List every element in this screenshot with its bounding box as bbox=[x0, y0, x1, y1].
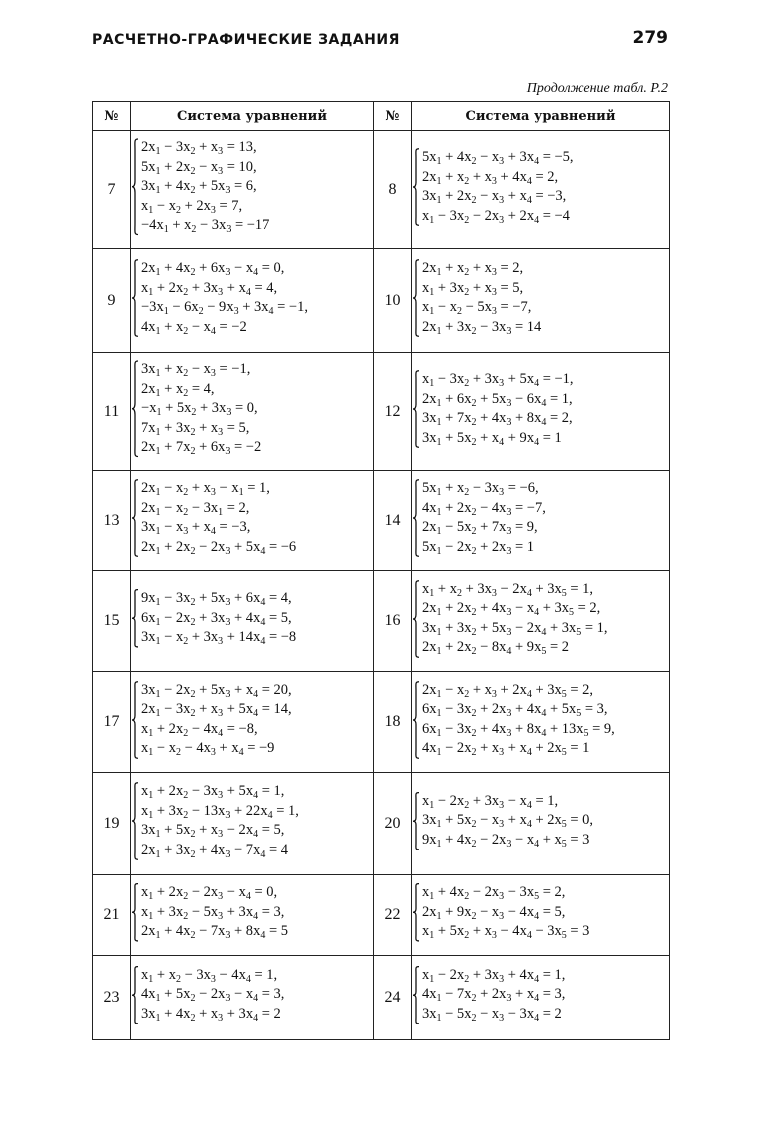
equation-system-cell bbox=[131, 773, 374, 875]
system-brace bbox=[412, 966, 420, 1025]
left-brace-icon bbox=[412, 883, 420, 942]
equation-list bbox=[141, 259, 308, 337]
equation-system-cell bbox=[412, 571, 670, 672]
task-number: 18 bbox=[374, 672, 412, 773]
left-brace-icon bbox=[131, 883, 139, 942]
left-brace-icon bbox=[412, 792, 420, 851]
system-brace bbox=[131, 589, 139, 648]
header-num-left: № bbox=[93, 102, 131, 131]
equation-system bbox=[412, 966, 565, 1025]
equation: $5x_1 - 2x_2 + 2x_3 = 1$ bbox=[422, 538, 535, 557]
equation: $2x_1 + 2x_2 - 8x_4 + 9x_5 = 2$ bbox=[422, 639, 569, 657]
equation: $3x_1 + x_2 - x_3 = -1$, bbox=[141, 361, 251, 380]
left-brace-icon bbox=[412, 681, 420, 759]
table-continuation-label: Продолжение табл. Р.2 bbox=[526, 81, 668, 96]
left-brace-icon bbox=[131, 259, 139, 337]
equation-system bbox=[412, 580, 608, 658]
equation: $6x_1 - 3x_2 + 4x_3 + 8x_4 + 13x_5 = 9$, bbox=[422, 720, 615, 739]
equation-list bbox=[422, 580, 608, 658]
task-number: 20 bbox=[374, 773, 412, 875]
equation-system-cell bbox=[412, 672, 670, 773]
equation: $x_1 - 3x_2 - 2x_3 + 2x_4 = -4$ bbox=[422, 207, 570, 226]
equation: $x_1 + x_2 - 3x_3 - 4x_4 = 1$, bbox=[141, 966, 278, 985]
equation-system bbox=[412, 681, 615, 759]
equation: $2x_1 + 6x_2 + 5x_3 - 6x_4 = 1$, bbox=[422, 390, 573, 409]
equation: $2x_1 - 5x_2 + 7x_3 = 9$, bbox=[422, 519, 538, 537]
equation: $2x_1 - x_2 + x_3 - x_1 = 1$, bbox=[141, 480, 270, 498]
system-brace bbox=[412, 580, 420, 658]
system-brace bbox=[131, 259, 139, 337]
equation: $x_1 + 2x_2 - 3x_3 + 5x_4 = 1$, bbox=[141, 783, 285, 801]
left-brace-icon bbox=[412, 148, 420, 226]
equation: $5x_1 + 4x_2 - x_3 + 3x_4 = -5$, bbox=[422, 149, 574, 167]
table-row bbox=[93, 571, 670, 672]
equation-system bbox=[412, 370, 574, 448]
task-number: 9 bbox=[93, 249, 131, 353]
equation-system-cell bbox=[131, 956, 374, 1040]
left-brace-icon bbox=[131, 360, 139, 458]
header-system-right: Система уравнений bbox=[412, 102, 670, 131]
equation-system bbox=[131, 883, 288, 942]
system-brace bbox=[131, 681, 139, 759]
left-brace-icon bbox=[412, 370, 420, 448]
equation: $-x_1 + 5x_2 + 3x_3 = 0$, bbox=[141, 400, 258, 419]
equation: $2x_1 - 3x_2 + x_3 + 5x_4 = 14$, bbox=[141, 701, 292, 719]
equation: $3x_1 + 5x_2 - x_3 + x_4 + 2x_5 = 0$, bbox=[422, 812, 594, 831]
task-number: 19 bbox=[93, 773, 131, 875]
equation-system-cell bbox=[131, 672, 374, 773]
equation: $x_1 + x_2 + 3x_3 - 2x_4 + 3x_5 = 1$, bbox=[422, 580, 594, 599]
equation-system bbox=[131, 782, 299, 860]
equation: $3x_1 + 2x_2 - x_3 + x_4 = -3$, bbox=[422, 188, 567, 206]
left-brace-icon bbox=[131, 589, 139, 648]
equation: $3x_1 + 4x_2 + 5x_3 = 6$, bbox=[141, 178, 257, 197]
equation: $2x_1 - 3x_2 + x_3 = 13$, bbox=[141, 139, 257, 158]
table-row bbox=[93, 956, 670, 1040]
equation: $x_1 + 2x_2 - 4x_4 = -8$, bbox=[141, 720, 258, 739]
equation-system-cell bbox=[412, 773, 670, 875]
left-brace-icon bbox=[412, 966, 420, 1025]
equation: $x_1 - x_2 - 5x_3 = -7$, bbox=[422, 299, 532, 317]
equation: $3x_1 - 2x_2 + 5x_3 + x_4 = 20$, bbox=[141, 681, 292, 700]
left-brace-icon bbox=[131, 782, 139, 860]
equation: $2x_1 + 2x_2 + 4x_3 - x_4 + 3x_5 = 2$, bbox=[422, 600, 601, 618]
equation-list bbox=[141, 681, 292, 759]
equation: $5x_1 + 2x_2 - x_3 = 10$, bbox=[141, 158, 257, 177]
equation-system bbox=[412, 479, 546, 557]
equation: $6x_1 - 2x_2 + 3x_3 + 4x_4 = 5$, bbox=[141, 609, 292, 628]
equation: $2x_1 + x_2 = 4$, bbox=[141, 380, 215, 399]
equation: $2x_1 + 3x_2 - 3x_3 = 14$ bbox=[422, 318, 542, 337]
equation-system bbox=[131, 259, 308, 337]
equation: $2x_1 - x_2 + x_3 + 2x_4 + 3x_5 = 2$, bbox=[422, 681, 594, 700]
left-brace-icon bbox=[412, 479, 420, 557]
equation: $2x_1 + 4x_2 - 7x_3 + 8x_4 = 5$ bbox=[141, 923, 288, 942]
task-number: 10 bbox=[374, 249, 412, 353]
equation-system bbox=[131, 138, 269, 236]
task-number: 23 bbox=[93, 956, 131, 1040]
system-brace bbox=[412, 883, 420, 942]
equation: $4x_1 - 2x_2 + x_3 + x_4 + 2x_5 = 1$ bbox=[422, 740, 590, 758]
equation-system-cell bbox=[131, 471, 374, 571]
table-row bbox=[93, 672, 670, 773]
equation: $3x_1 + 7x_2 + 4x_3 + 8x_4 = 2$, bbox=[422, 410, 573, 428]
equation: $2x_1 + 2x_2 - 2x_3 + 5x_4 = -6$ bbox=[141, 538, 297, 557]
equation: $7x_1 + 3x_2 + x_3 = 5$, bbox=[141, 419, 250, 438]
equation-system bbox=[412, 792, 593, 851]
table-row bbox=[93, 353, 670, 471]
system-brace bbox=[412, 792, 420, 851]
task-number: 13 bbox=[93, 471, 131, 571]
header-num-right: № bbox=[374, 102, 412, 131]
equation: $2x_1 - x_2 - 3x_1 = 2$, bbox=[141, 499, 250, 518]
equation: $2x_1 + 3x_2 + 4x_3 - 7x_4 = 4$ bbox=[141, 841, 288, 860]
system-brace bbox=[131, 138, 139, 236]
equation-system-cell bbox=[412, 131, 670, 249]
table-row bbox=[93, 773, 670, 875]
equation: $2x_1 + 9x_2 - x_3 - 4x_4 = 5$, bbox=[422, 903, 566, 922]
equation: $-4x_1 + x_2 - 3x_3 = -17$ bbox=[141, 217, 270, 236]
equation-list bbox=[422, 259, 541, 337]
equation-system bbox=[131, 681, 292, 759]
equation: $3x_1 - 5x_2 - x_3 - 3x_4 = 2$ bbox=[422, 1005, 562, 1024]
equation: $3x_1 - x_2 + 3x_3 + 14x_4 = -8$ bbox=[141, 629, 297, 648]
equation-list bbox=[141, 782, 299, 860]
equation: $6x_1 - 3x_2 + 2x_3 + 4x_4 + 5x_5 = 3$, bbox=[422, 701, 608, 719]
page-number: 279 bbox=[632, 28, 668, 48]
left-brace-icon bbox=[412, 259, 420, 337]
task-number: 12 bbox=[374, 353, 412, 471]
left-brace-icon bbox=[131, 681, 139, 759]
equation: $2x_1 + x_2 + x_3 = 2$, bbox=[422, 260, 524, 278]
task-number: 7 bbox=[93, 131, 131, 249]
equation-list bbox=[141, 589, 296, 648]
equation-system-cell bbox=[412, 875, 670, 956]
equation-list bbox=[422, 966, 565, 1025]
equation: $3x_1 + 5x_2 + x_4 + 9x_4 = 1$ bbox=[422, 429, 562, 448]
equation: $3x_1 + 3x_2 + 5x_3 - 2x_4 + 3x_5 = 1$, bbox=[422, 619, 608, 638]
task-number: 15 bbox=[93, 571, 131, 672]
table-header-row bbox=[93, 102, 670, 131]
equation-list bbox=[141, 138, 269, 236]
equation: $3x_1 + 5x_2 + x_3 - 2x_4 = 5$, bbox=[141, 822, 285, 840]
equation: $9x_1 + 4x_2 - 2x_3 - x_4 + x_5 = 3$ bbox=[422, 831, 590, 850]
equation-system-cell bbox=[412, 471, 670, 571]
equation: $x_1 - x_2 + 2x_3 = 7$, bbox=[141, 197, 243, 216]
equation-system-cell bbox=[412, 956, 670, 1040]
equation-system-cell bbox=[412, 249, 670, 353]
equation: $x_1 + 3x_2 - 13x_3 + 22x_4 = 1$, bbox=[141, 802, 299, 821]
equation-list bbox=[422, 681, 615, 759]
equation: $5x_1 + x_2 - 3x_3 = -6$, bbox=[422, 480, 539, 498]
equation-system bbox=[412, 259, 541, 337]
left-brace-icon bbox=[412, 580, 420, 658]
equation-system bbox=[131, 360, 261, 458]
equation-system-cell bbox=[131, 353, 374, 471]
equation-system bbox=[131, 479, 296, 557]
equation-list bbox=[141, 966, 284, 1025]
task-number: 16 bbox=[374, 571, 412, 672]
equation: $4x_1 + 2x_2 - 4x_3 = -7$, bbox=[422, 499, 546, 518]
system-brace bbox=[131, 966, 139, 1025]
table-row bbox=[93, 131, 670, 249]
task-number: 17 bbox=[93, 672, 131, 773]
equation-system bbox=[412, 883, 589, 942]
equation-system-cell bbox=[131, 875, 374, 956]
equation: $3x_1 - x_3 + x_4 = -3$, bbox=[141, 519, 251, 537]
task-number: 21 bbox=[93, 875, 131, 956]
equation-list bbox=[141, 883, 288, 942]
system-brace bbox=[131, 883, 139, 942]
equation: $3x_1 + 4x_2 + x_3 + 3x_4 = 2$ bbox=[141, 1005, 281, 1024]
system-brace bbox=[412, 479, 420, 557]
task-number: 11 bbox=[93, 353, 131, 471]
equation: $9x_1 - 3x_2 + 5x_3 + 6x_4 = 4$, bbox=[141, 590, 292, 609]
system-brace bbox=[412, 370, 420, 448]
equation-list bbox=[422, 148, 574, 226]
equation: $x_1 - 2x_2 + 3x_3 - x_4 = 1$, bbox=[422, 792, 559, 811]
task-number: 22 bbox=[374, 875, 412, 956]
left-brace-icon bbox=[131, 138, 139, 236]
equation: $2x_1 + x_2 + x_3 + 4x_4 = 2$, bbox=[422, 168, 559, 187]
equation-list bbox=[422, 370, 574, 448]
system-brace bbox=[412, 148, 420, 226]
equations-table bbox=[92, 101, 670, 1040]
system-brace bbox=[131, 479, 139, 557]
system-brace bbox=[131, 782, 139, 860]
equation: $x_1 + 4x_2 - 2x_3 - 3x_5 = 2$, bbox=[422, 884, 566, 903]
equation: $4x_1 - 7x_2 + 2x_3 + x_4 = 3$, bbox=[422, 986, 566, 1005]
table-row bbox=[93, 249, 670, 353]
equation: $x_1 + 3x_2 - 5x_3 + 3x_4 = 3$, bbox=[141, 903, 285, 922]
equation-system bbox=[131, 589, 296, 648]
equation: $4x_1 + 5x_2 - 2x_3 - x_4 = 3$, bbox=[141, 986, 285, 1005]
equation-list bbox=[141, 479, 296, 557]
left-brace-icon bbox=[131, 966, 139, 1025]
equation-system-cell bbox=[131, 249, 374, 353]
table-row bbox=[93, 875, 670, 956]
equation-system bbox=[131, 966, 284, 1025]
equation: $-3x_1 - 6x_2 - 9x_3 + 3x_4 = -1$, bbox=[141, 299, 308, 317]
equation: $x_1 - 3x_2 + 3x_3 + 5x_4 = -1$, bbox=[422, 371, 574, 389]
system-brace bbox=[131, 360, 139, 458]
table-row bbox=[93, 471, 670, 571]
system-brace bbox=[412, 259, 420, 337]
equation-system-cell bbox=[131, 571, 374, 672]
equation: $x_1 + 2x_2 - 2x_3 - x_4 = 0$, bbox=[141, 884, 278, 903]
system-brace bbox=[412, 681, 420, 759]
equation: $2x_1 + 4x_2 + 6x_3 - x_4 = 0$, bbox=[141, 260, 285, 278]
equation-list bbox=[422, 792, 593, 851]
task-number: 14 bbox=[374, 471, 412, 571]
task-number: 8 bbox=[374, 131, 412, 249]
equation: $x_1 - x_2 - 4x_3 + x_4 = -9$ bbox=[141, 740, 275, 758]
equation-system-cell bbox=[412, 353, 670, 471]
equation-system-cell bbox=[131, 131, 374, 249]
left-brace-icon bbox=[131, 479, 139, 557]
page-header bbox=[92, 26, 668, 54]
header-system-left: Система уравнений bbox=[131, 102, 374, 131]
equation-list bbox=[141, 360, 261, 458]
task-number: 24 bbox=[374, 956, 412, 1040]
equation: $x_1 + 2x_2 + 3x_3 + x_4 = 4$, bbox=[141, 279, 278, 298]
equation-list bbox=[422, 883, 589, 942]
equation: $4x_1 + x_2 - x_4 = -2$ bbox=[141, 318, 247, 337]
equation-system bbox=[412, 148, 574, 226]
equation: $x_1 + 3x_2 + x_3 = 5$, bbox=[422, 279, 524, 298]
equation: $2x_1 + 7x_2 + 6x_3 = -2$ bbox=[141, 439, 262, 458]
equation-list bbox=[422, 479, 546, 557]
running-title: РАСЧЕТНО-ГРАФИЧЕСКИЕ ЗАДАНИЯ bbox=[92, 32, 400, 48]
equation: $x_1 + 5x_2 + x_3 - 4x_4 - 3x_5 = 3$ bbox=[422, 923, 590, 942]
equation: $x_1 - 2x_2 + 3x_3 + 4x_4 = 1$, bbox=[422, 966, 566, 985]
